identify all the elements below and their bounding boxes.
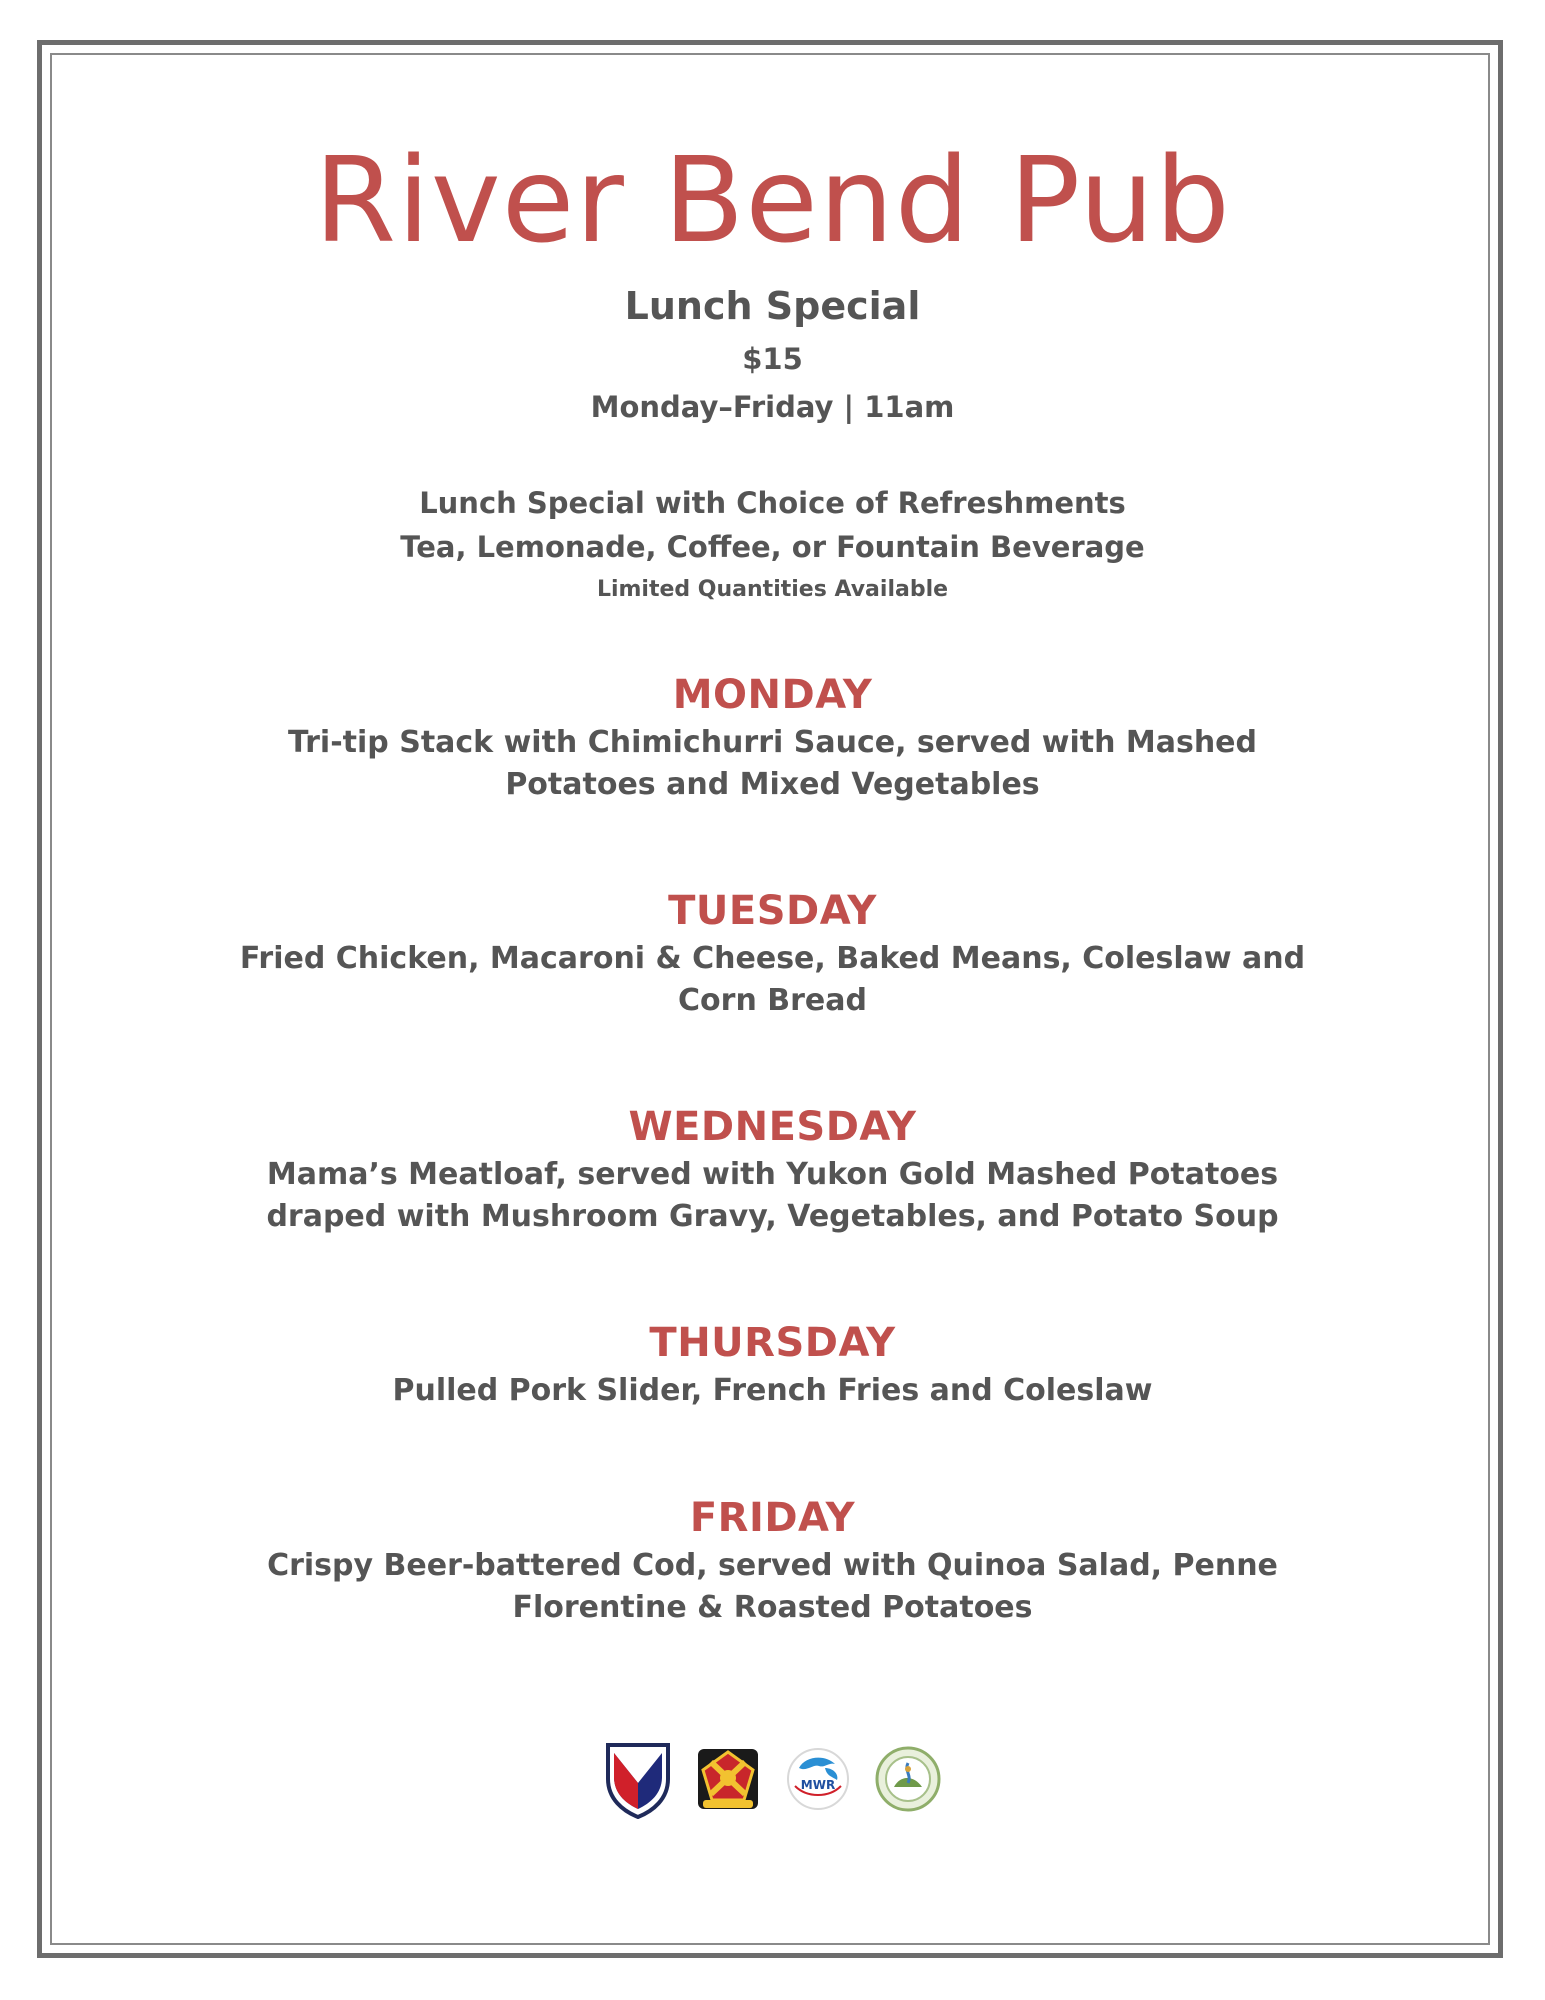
special-price: $15 [742, 342, 803, 376]
menu-item-friday [0, 1545, 1545, 1629]
day-heading-tuesday: TUESDAY [668, 888, 877, 934]
menu-item-tuesday [0, 938, 1545, 1022]
day-heading-thursday: THURSDAY [649, 1320, 896, 1366]
day-heading-wednesday: WEDNESDAY [628, 1104, 917, 1150]
special-subtitle: Lunch Special [624, 284, 921, 328]
mwr-logo-text: MWR [800, 1778, 835, 1792]
menu-item-monday [0, 722, 1545, 806]
garrison-crest-icon [694, 1738, 762, 1820]
refreshments-line-2: Tea, Lemonade, Coffee, or Fountain Beverage [400, 530, 1145, 564]
army-shield-icon [604, 1738, 672, 1820]
dish-description: Tri-tip Stack with Chimichurri Sauce, served with Mashed Potatoes and Mixed Vegetables [287, 725, 1258, 802]
day-heading-monday: MONDAY [672, 672, 873, 718]
dish-description: Crispy Beer-battered Cod, served with Quinoa Salad, Penne Florentine & Roasted Potatoes [267, 1548, 1278, 1625]
page-title: River Bend Pub [314, 131, 1231, 269]
dish-description: Fried Chicken, Macaroni & Cheese, Baked Means, Coleslaw and Corn Bread [239, 941, 1306, 1018]
dish-description: Mama’s Meatloaf, served with Yukon Gold Mashed Potatoes draped with Mushroom Gravy, Vegetables, and Potato Soup [266, 1157, 1279, 1234]
dish-description: Pulled Pork Slider, French Fries and Coleslaw [392, 1373, 1153, 1408]
mwr-globe-icon [784, 1738, 852, 1820]
special-hours: Monday–Friday | 11am [590, 390, 955, 424]
menu-item-wednesday [0, 1154, 1545, 1238]
round-seal-icon [874, 1738, 942, 1820]
limited-quantities-note: Limited Quantities Available [596, 577, 949, 602]
refreshments-line-1: Lunch Special with Choice of Refreshments [419, 486, 1126, 520]
menu-item-thursday [0, 1370, 1545, 1412]
logo-row [0, 1738, 1545, 1820]
day-heading-friday: FRIDAY [689, 1495, 856, 1541]
